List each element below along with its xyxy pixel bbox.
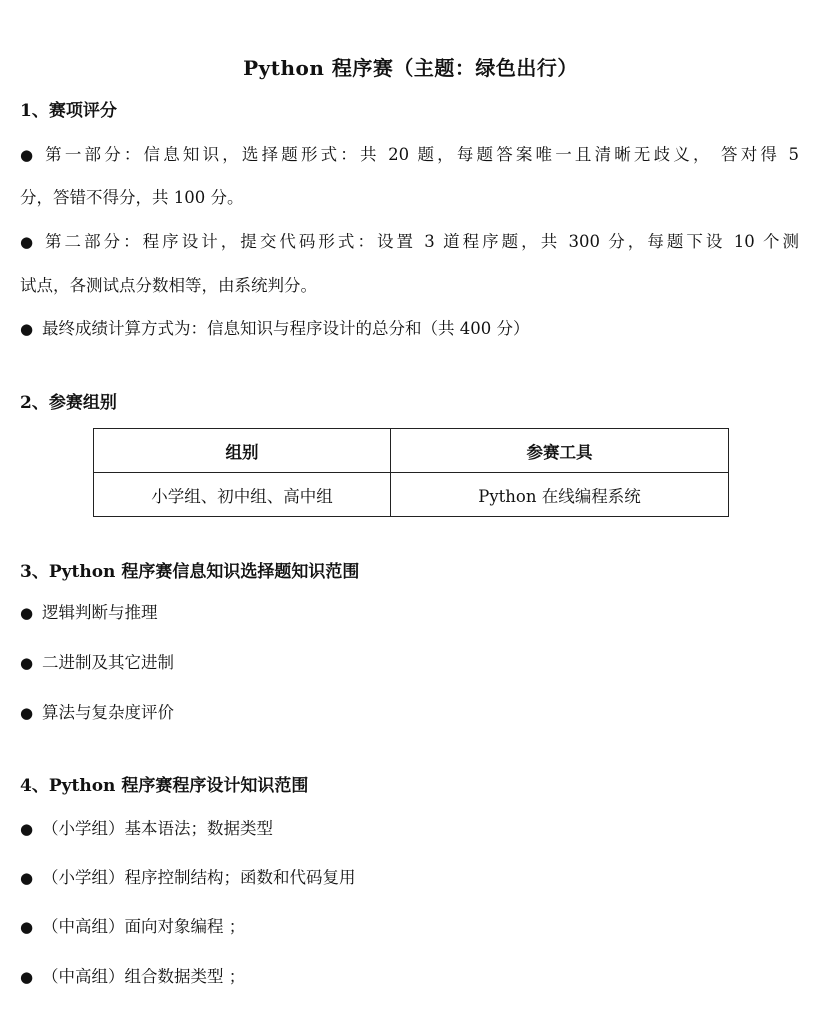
list-item-text: （小学组）程序控制结构；函数和代码复用 — [42, 868, 356, 887]
list-item — [20, 913, 799, 937]
section-1-heading: 1、赛项评分 — [20, 101, 117, 121]
section-1-line-2 — [20, 228, 799, 252]
table-row — [94, 473, 729, 517]
groups-table — [93, 428, 729, 517]
section-4-heading: 4、Python 程序赛程序设计知识范围 — [20, 776, 309, 796]
list-item — [20, 599, 799, 623]
document-title: Python 程序赛（主题：绿色出行） — [243, 56, 578, 80]
section-1-line-1-text: 第一部分：信息知识，选择题形式：共 20 题，每题答案唯一且清晰无歧义， 答对得 5 — [42, 145, 799, 164]
section-2-heading: 2、参赛组别 — [20, 393, 117, 413]
section-1-line-2-cont: 试点，各测试点分数相等，由系统判分。 — [20, 276, 317, 295]
list-item-text: （小学组）基本语法；数据类型 — [42, 819, 273, 838]
list-item-text: 逻辑判断与推理 — [42, 603, 158, 622]
bullet: ● — [20, 704, 34, 722]
list-item — [20, 963, 799, 987]
section-1-line-3-text: 最终成绩计算方式为：信息知识与程序设计的总分和（共 400 分） — [42, 319, 530, 338]
bullet: ● — [20, 146, 34, 164]
section-1-line-2-text: 第二部分：程序设计，提交代码形式：设置 3 道程序题，共 300 分，每题下设 10 个测 — [42, 232, 799, 251]
list-item-text: （中高组）面向对象编程 ； — [42, 917, 246, 936]
list-item — [20, 815, 799, 839]
bullet: ● — [20, 820, 34, 838]
list-item — [20, 699, 799, 723]
bullet: ● — [20, 869, 34, 887]
list-item-text: 二进制及其它进制 — [42, 653, 174, 672]
bullet: ● — [20, 654, 34, 672]
bullet: ● — [20, 968, 34, 986]
section-1-line-3 — [20, 315, 799, 339]
bullet: ● — [20, 604, 34, 622]
section-3-heading: 3、Python 程序赛信息知识选择题知识范围 — [20, 562, 360, 582]
section-1-line-1-cont: 分，答错不得分，共 100 分。 — [20, 188, 244, 207]
bullet: ● — [20, 233, 34, 251]
list-item — [20, 864, 799, 888]
list-item-text: 算法与复杂度评价 — [42, 703, 174, 722]
table-header-cell: 参赛工具 — [391, 429, 729, 473]
list-item — [20, 649, 799, 673]
table-cell: Python 在线编程系统 — [391, 473, 729, 517]
bullet: ● — [20, 320, 34, 338]
list-item-text: （中高组）组合数据类型 ； — [42, 967, 246, 986]
table-header-row — [94, 429, 729, 473]
section-1-line-1 — [20, 141, 799, 165]
bullet: ● — [20, 918, 34, 936]
table-cell: 小学组、初中组、高中组 — [94, 473, 391, 517]
table-header-cell: 组别 — [94, 429, 391, 473]
